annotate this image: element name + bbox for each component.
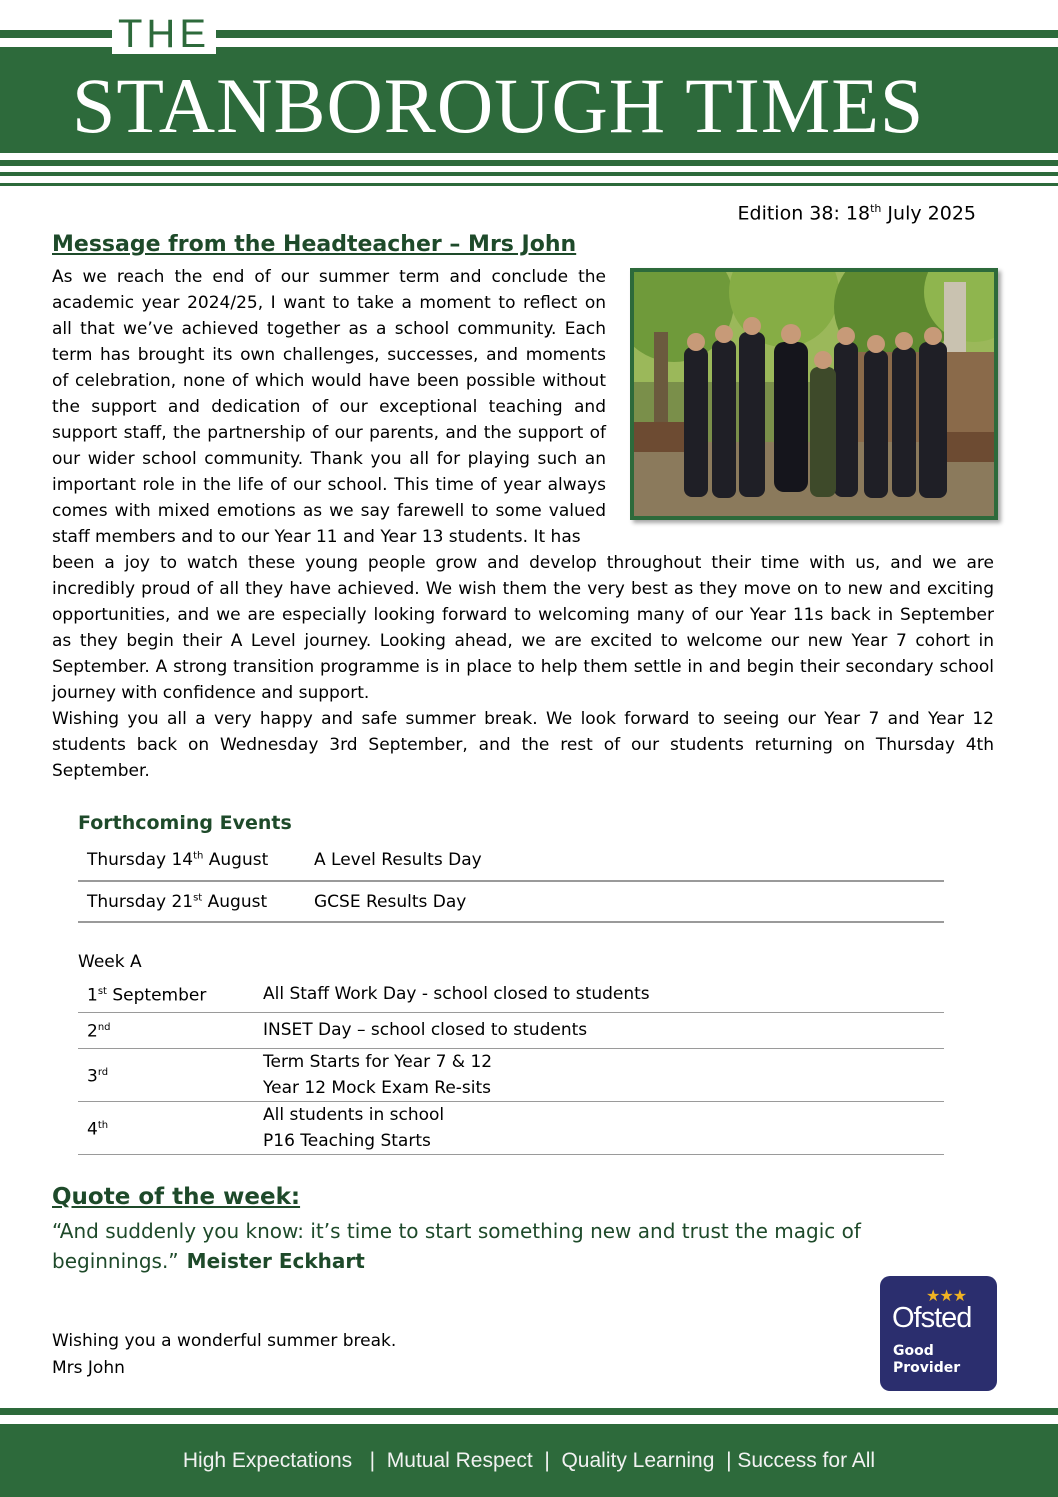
event-date — [78, 840, 305, 881]
masthead-rule — [0, 172, 1058, 176]
week-a-day: 3 — [87, 1066, 98, 1087]
week-a-event — [254, 1048, 944, 1101]
table-row — [78, 1101, 944, 1154]
week-a-table — [78, 976, 944, 1155]
week-a-date — [78, 1101, 254, 1154]
headteacher-heading: Message from the Headteacher – Mrs John — [52, 232, 577, 257]
headteacher-body — [52, 550, 994, 784]
ofsted-name: Ofsted — [892, 1302, 972, 1334]
footer-rule — [0, 1408, 1058, 1415]
table-row — [78, 1048, 944, 1101]
edition-sup: th — [870, 202, 882, 215]
headteacher-closing: Wishing you all a very happy and safe summer break. We look forward to seeing our Year 7 and Year 12 students back on Wednesday 3rd September, and the rest of our students returning on Thursday 4th September. — [52, 709, 994, 781]
headteacher-intro: As we reach the end of our summer term and conclude the academic year 2024/25, I want to take a moment to reflect on all that we’ve achieved together as a school community. Each term has brought its own challenges, successes, and moments of celebration, none of which would have been possible without the support and dedication of our exceptional teaching and support staff, the partnership of our parents, and the support of our wider school community. Thank you all for playing such an important role in the life of our school. This time of year always comes with mixed emotions as we say farewell to some valued staff members and to our Year 11 and Year 13 students. It has — [52, 267, 606, 547]
week-a-label: Week A — [78, 952, 142, 972]
edition-prefix: Edition 38: 18 — [737, 202, 871, 225]
edition-suffix: July 2025 — [881, 202, 976, 225]
week-a-event-line: INSET Day – school closed to students — [263, 1020, 588, 1040]
quote-author: Meister Eckhart — [186, 1249, 365, 1273]
week-a-event — [254, 976, 944, 1012]
week-a-day: 1 — [87, 985, 98, 1006]
table-row — [78, 976, 944, 1012]
ofsted-rating — [893, 1343, 960, 1377]
ofsted-rating-line: Provider — [893, 1360, 961, 1376]
week-a-event-line: All students in school — [263, 1104, 445, 1125]
week-a-day: 4 — [87, 1119, 98, 1140]
star-icon: ★★★ — [926, 1286, 967, 1305]
table-row — [78, 1012, 944, 1048]
week-a-date — [78, 1048, 254, 1101]
quote-text: “And suddenly you know: it’s time to start something new and trust the magic of beginnings.” — [52, 1219, 861, 1273]
students-photo-image — [634, 272, 994, 516]
event-day-sup: th — [193, 850, 204, 862]
week-a-event — [254, 1012, 944, 1048]
event-day: Thursday 14 — [87, 850, 194, 870]
masthead-rule — [0, 160, 1058, 166]
week-a-day-sup: th — [97, 1119, 109, 1131]
edition-date — [600, 202, 976, 224]
event-month: August — [203, 850, 269, 870]
week-a-date — [78, 1012, 254, 1048]
event-name: GCSE Results Day — [305, 881, 944, 922]
table-row — [78, 840, 944, 881]
events-table — [78, 840, 944, 923]
week-a-date — [78, 976, 254, 1012]
week-a-event-line: P16 Teaching Starts — [263, 1130, 431, 1151]
week-a-event-line: Term Starts for Year 7 & 12 — [263, 1051, 493, 1072]
quote — [52, 1216, 912, 1276]
week-a-month: September — [106, 985, 207, 1006]
masthead-title: STANBOROUGH TIMES — [72, 62, 925, 149]
ofsted-rating-line: Good — [893, 1343, 934, 1359]
week-a-event-line: All Staff Work Day - school closed to students — [263, 983, 650, 1004]
quote-title: Quote of the week: — [52, 1184, 301, 1210]
footer-values: High Expectations | Mutual Respect | Quality Learning | Success for All — [182, 1448, 876, 1472]
week-a-day-sup: rd — [97, 1066, 109, 1078]
week-a-day-sup: nd — [97, 1022, 111, 1034]
headteacher-continued: been a joy to watch these young people grow and develop throughout their time with us, and we are incredibly proud of all they have achieved. We wish them the very best as they move on to new and exciting opportunities, and we are especially looking forward to welcoming many of our Year 11s back in September as they begin their A Level journey. Looking ahead, we are excited to welcome our new Year 7 cohort in September. A strong transition programme is in place to help them settle in and begin their secondary school journey with confidence and support. — [52, 553, 994, 703]
signoff-message: Wishing you a wonderful summer break. — [52, 1331, 397, 1351]
footer-banner — [0, 1424, 1058, 1497]
week-a-event-line: Year 12 Mock Exam Re-sits — [263, 1077, 492, 1098]
event-name: A Level Results Day — [305, 840, 944, 881]
event-month: August — [202, 891, 268, 912]
events-title: Forthcoming Events — [78, 812, 292, 834]
table-row — [78, 881, 944, 922]
masthead-the: THE — [112, 14, 216, 54]
week-a-day: 2 — [87, 1021, 98, 1042]
ofsted-badge — [880, 1276, 997, 1391]
event-date — [78, 881, 305, 922]
signoff — [52, 1328, 396, 1382]
event-day: Thursday 21 — [87, 891, 194, 912]
week-a-event — [254, 1101, 944, 1154]
signoff-name: Mrs John — [52, 1358, 125, 1378]
students-photo — [630, 268, 998, 520]
event-day-sup: st — [193, 891, 203, 903]
masthead-rule — [0, 183, 1058, 186]
week-a-day-sup: st — [97, 985, 107, 997]
